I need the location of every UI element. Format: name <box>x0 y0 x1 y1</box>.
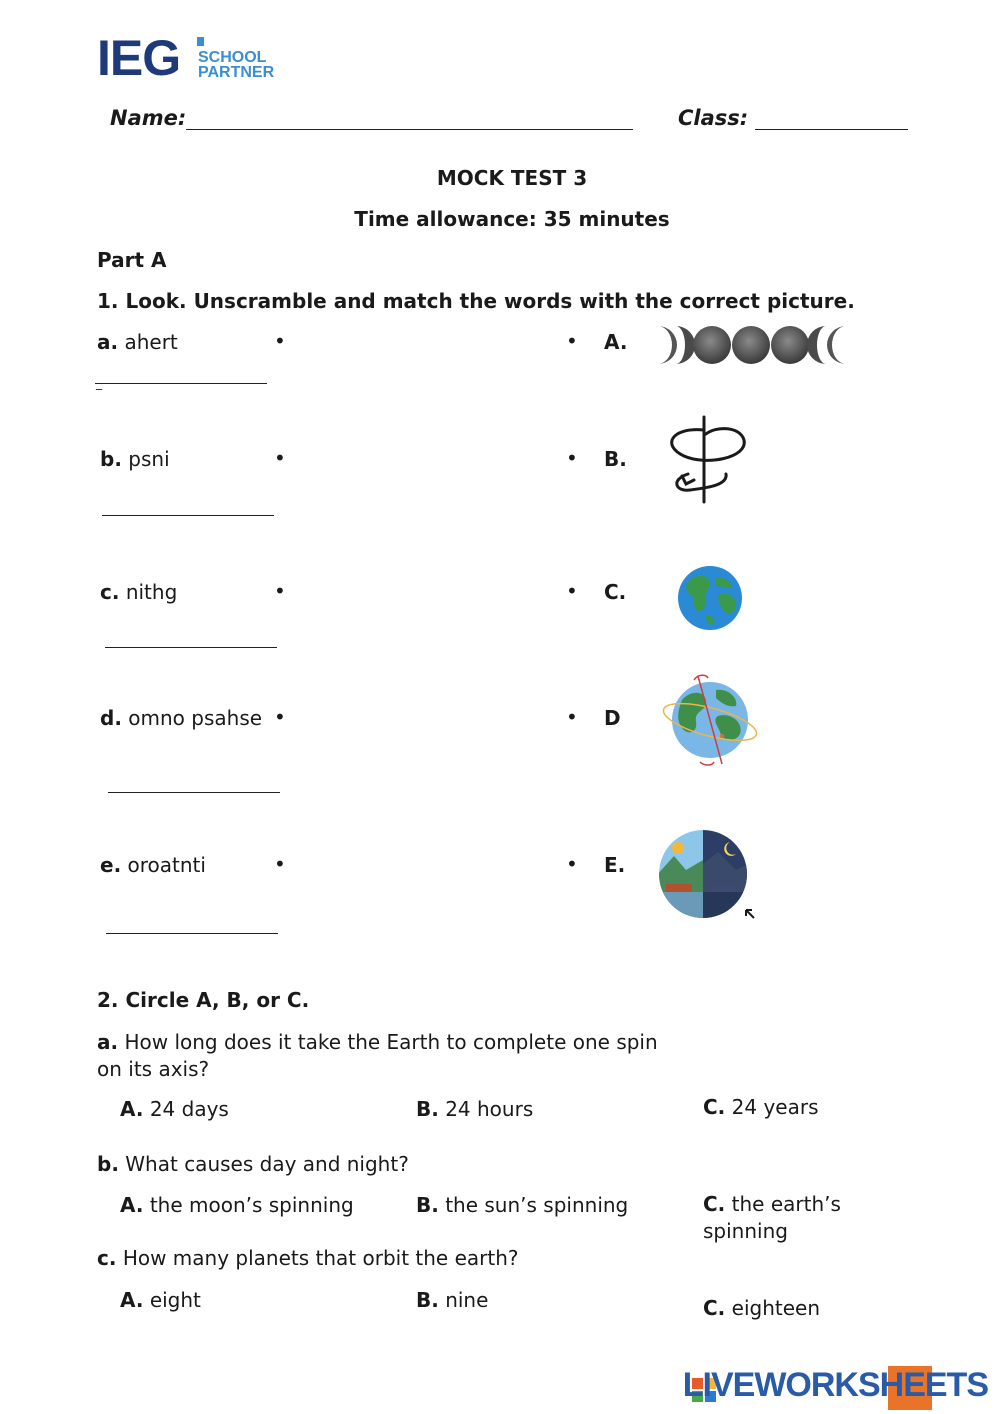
q1-dot-right-c[interactable]: • <box>566 579 578 603</box>
time-allowance: Time allowance: 35 minutes <box>354 207 670 231</box>
picture-label-c: C. <box>604 580 627 604</box>
picture-label-e: E. <box>604 853 626 877</box>
part-label: Part A <box>97 248 167 272</box>
ieg-logo: IEG <box>97 30 181 86</box>
q1-item-b: b. psni <box>100 447 170 471</box>
q2-question-b: b. What causes day and night? <box>97 1152 409 1176</box>
logo-sub-1: SCHOOL <box>198 49 267 66</box>
q2a-option-b[interactable]: B. 24 hours <box>416 1097 534 1121</box>
q2b-option-c[interactable]: C. the earth’s spinning <box>703 1192 841 1243</box>
q1-dot-right-e[interactable]: • <box>566 852 578 876</box>
name-label: Name: <box>110 106 187 130</box>
class-label: Class: <box>678 106 749 130</box>
name-line[interactable] <box>186 129 633 130</box>
q2c-option-b[interactable]: B. nine <box>416 1288 489 1312</box>
q1-dot-left-c[interactable]: • <box>274 579 286 603</box>
spin-axis-icon <box>660 412 752 506</box>
q1-answer-line-c[interactable] <box>105 647 277 648</box>
q1-item-d: d. omno psahse <box>100 706 263 730</box>
stray-mark: _ <box>96 376 102 390</box>
q2a-option-a[interactable]: A. 24 days <box>120 1097 229 1121</box>
q1-dot-left-a[interactable]: • <box>274 329 286 353</box>
q1-dot-right-a[interactable]: • <box>566 329 578 353</box>
footer-brand[interactable]: LIVEWORKSHEETS <box>682 1366 988 1404</box>
q1-answer-line-b[interactable] <box>102 515 274 516</box>
q1-answer-line-d[interactable] <box>108 792 280 793</box>
q2c-option-c[interactable]: C. eighteen <box>703 1296 820 1320</box>
q1-item-e: e. oroatnti <box>100 853 206 877</box>
day-night-earth-icon <box>656 826 760 922</box>
q1-dot-left-d[interactable]: • <box>274 705 286 729</box>
q1-item-a: a. ahert <box>97 330 178 354</box>
page-title: MOCK TEST 3 <box>436 166 588 190</box>
picture-label-a: A. <box>604 330 628 354</box>
school-partner-logo <box>198 50 274 80</box>
q2b-option-a[interactable]: A. the moon’s spinning <box>120 1193 354 1217</box>
q2c-option-a[interactable]: A. eight <box>120 1288 201 1312</box>
q1-answer-line-e[interactable] <box>106 933 278 934</box>
class-line[interactable] <box>755 129 908 130</box>
q2-question-a: a. How long does it take the Earth to complete one spin on its axis? <box>97 1030 658 1081</box>
q1-item-c: c. nithg <box>100 580 178 604</box>
picture-label-b: B. <box>604 447 627 471</box>
moon-phases-icon <box>652 322 852 368</box>
q1-dot-right-b[interactable]: • <box>566 446 578 470</box>
picture-label-d: D <box>604 706 621 730</box>
earth-globe-icon <box>676 564 744 632</box>
q2-instruction: 2. Circle A, B, or C. <box>97 988 310 1012</box>
q1-dot-left-e[interactable]: • <box>274 852 286 876</box>
q2b-option-b[interactable]: B. the sun’s spinning <box>416 1193 629 1217</box>
q1-instruction: 1. Look. Unscramble and match the words with the correct picture. <box>97 289 855 313</box>
q1-answer-line-a[interactable] <box>95 383 267 384</box>
earth-rotation-icon <box>660 670 762 770</box>
q1-dot-left-b[interactable]: • <box>274 446 286 470</box>
q1-dot-right-d[interactable]: • <box>566 705 578 729</box>
logo-sub-2: PARTNER <box>198 64 275 81</box>
logo-flag-icon <box>197 37 204 46</box>
q2a-option-c[interactable]: C. 24 years <box>703 1095 819 1119</box>
q2-question-c: c. How many planets that orbit the earth? <box>97 1246 519 1270</box>
